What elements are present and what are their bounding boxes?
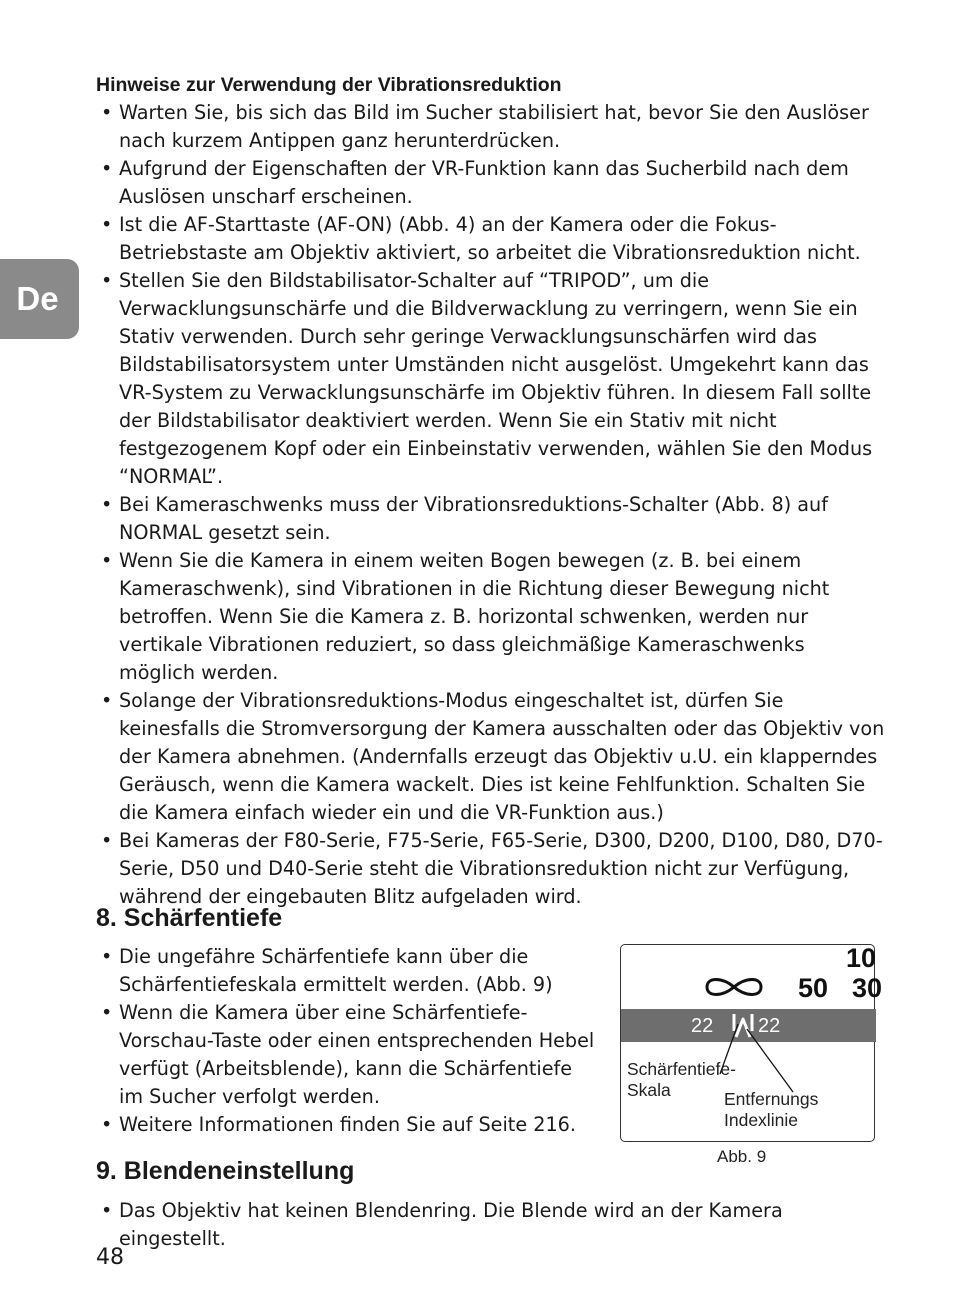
distance-value-50: 50 [798, 973, 829, 1003]
list-item: • Bei Kameraschwenks muss der Vibrationsreduktions-Schalter (Abb. 8) auf NORMAL gesetzt sein. [96, 491, 886, 547]
vr-notes-list [96, 99, 886, 911]
section-9-heading: 9. Blendeneinstellung [96, 1157, 355, 1185]
infinity-symbol [707, 980, 761, 995]
language-tab: De [0, 259, 79, 339]
index-line-label: Entfernungs Indexlinie [724, 1089, 819, 1130]
depth-of-field-list [96, 943, 596, 1139]
list-item: • Aufgrund der Eigenschaften der VR-Funktion kann das Sucherbild nach dem Auslösen unscharf erscheinen. [96, 155, 886, 211]
scale-label: Schärfentiefe- Skala [627, 1059, 736, 1100]
figure-caption: Abb. 9 [717, 1147, 767, 1166]
aperture-list [96, 1197, 886, 1253]
vr-notes-heading: Hinweise zur Verwendung der Vibrationsreduktion [96, 74, 562, 96]
list-item: • Weitere Informationen finden Sie auf Seite 216. [96, 1111, 596, 1139]
list-item: • Solange der Vibrationsreduktions-Modus eingeschaltet ist, dürfen Sie keinesfalls die Stromversorgung der Kamera ausschalten oder das Objektiv von der Kamera abnehmen. (Andernfalls erzeugt das Objektiv u.U. ein klapperndes Geräusch, wenn die Kamera wackelt. Dies ist keine Fehlfunktion. Schalten Sie die Kamera einfach wieder ein und die VR-Funktion aus.) [96, 687, 886, 827]
list-item: • Bei Kameras der F80-Serie, F75-Serie, F65-Serie, D300, D200, D100, D80, D70-Serie, D50 und D40-Serie steht die Vibrationsreduktion nicht zur Verfügung, während der eingebauten Blitz aufgeladen wird. [96, 827, 886, 911]
section-8-heading: 8. Schärfentiefe [96, 904, 283, 932]
list-item: • Wenn die Kamera über eine Schärfentiefe-Vorschau-Taste oder einen entsprechenden Hebel verfügt (Arbeitsblende), kann die Schärfentiefe im Sucher verfolgt werden. [96, 999, 596, 1111]
figure-9-depth-of-field-scale [620, 943, 883, 1142]
list-item: • Warten Sie, bis sich das Bild im Sucher stabilisiert hat, bevor Sie den Auslöser nach kurzem Antippen ganz herunterdrücken. [96, 99, 886, 155]
list-item: • Die ungefähre Schärfentiefe kann über die Schärfentiefeskala ermittelt werden. (Abb. 9) [96, 943, 596, 999]
scale-value-right: 22 [758, 1015, 781, 1037]
distance-value-10: 10 [846, 943, 877, 973]
list-item: • Ist die AF-Starttaste (AF-ON) (Abb. 4) an der Kamera oder die Fokus-Betriebstaste am Objektiv aktiviert, so arbeitet die Vibrationsreduktion nicht. [96, 211, 886, 267]
list-item: • Das Objektiv hat keinen Blendenring. Die Blende wird an der Kamera eingestellt. [96, 1197, 886, 1253]
list-item: • Stellen Sie den Bildstabilisator-Schalter auf “TRIPOD”, um die Verwacklungsunschärfe und die Bildverwacklung zu verringern, wenn Sie ein Stativ verwenden. Durch sehr geringe Verwacklungsunschärfen wird das Bildstabilisatorsystem unter Umständen nicht ausgelöst. Umgekehrt kann das VR-System zu Verwacklungsunschärfe im Objektiv führen. In diesem Fall sollte der Bildstabilisator deaktiviert werden. Wenn Sie ein Stativ mit nicht festgezogenem Kopf oder ein Einbeinstativ verwenden, wählen Sie den Modus “NORMAL”. [96, 267, 886, 491]
list-item: • Wenn Sie die Kamera in einem weiten Bogen bewegen (z. B. bei einem Kameraschwenk), sind Vibrationen in die Richtung dieser Bewegung nicht betroffen. Wenn Sie die Kamera z. B. horizontal schwenken, werden nur vertikale Vibrationen reduziert, so dass gleichmäßige Kameraschwenks möglich werden. [96, 547, 886, 687]
page-number: 48 [96, 1245, 124, 1270]
distance-value-30: 30 [852, 973, 883, 1003]
scale-value-left: 22 [691, 1015, 714, 1037]
